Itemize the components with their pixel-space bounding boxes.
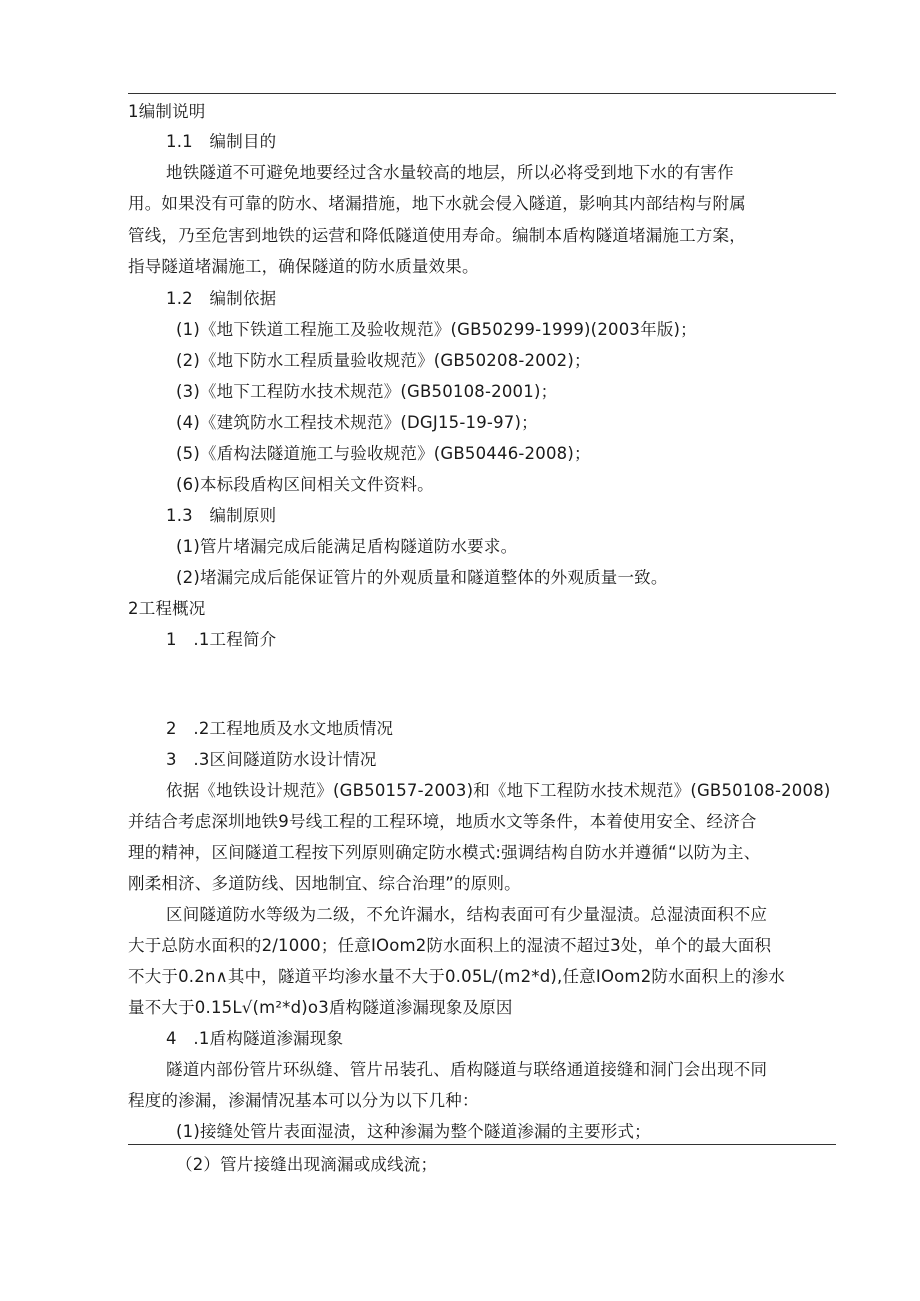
paragraph-line: 不大于0.2n∧其中，隧道平均渗水量不大于0.05L∕(m2*d),任意IOom2防水面积上的渗水 [128, 967, 785, 986]
list-item: （2）管片接缝出现滴漏或成线流； [176, 1155, 438, 1174]
header-rule [128, 93, 836, 94]
list-item: (6)本标段盾构区间相关文件资料。 [176, 475, 434, 494]
list-item: (1)接缝处管片表面湿渍，这种渗漏为整个隧道渗漏的主要形式； [176, 1122, 651, 1141]
list-item: (5)《盾构法隧道施工与验收规范》(GB50446-2008)； [176, 444, 591, 463]
page-break-rule [128, 1144, 836, 1145]
paragraph-line: 依据《地铁设计规范》(GB50157-2003)和《地下工程防水技术规范》(GB50108-2008) [166, 781, 831, 800]
paragraph-line: 区间隧道防水等级为二级，不允许漏水，结构表面可有少量湿渍。总湿渍面积不应 [166, 905, 768, 924]
paragraph-line: 管线，乃至危害到地铁的运营和降低隧道使用寿命。编制本盾构隧道堵漏施工方案， [128, 226, 746, 245]
section-heading: 2工程概况 [128, 599, 206, 618]
paragraph-line: 刚柔相济、多道防线、因地制宜、综合治理”的原则。 [128, 874, 521, 893]
list-item: (2)《地下防水工程质量验收规范》(GB50208-2002)； [176, 351, 591, 370]
subsection-heading: 1.3 编制原则 [166, 506, 277, 525]
subsection-heading: 4 .1盾构隧道渗漏现象 [166, 1029, 344, 1048]
subsection-heading: 1.1 编制目的 [166, 132, 277, 151]
list-item: (1)《地下铁道工程施工及验收规范》(GB50299-1999)(2003年版)； [176, 320, 697, 339]
paragraph-line: 并结合考虑深圳地铁9号线工程的工程环境，地质水文等条件，本着使用安全、经济合 [128, 812, 757, 831]
paragraph-line: 理的精神，区间隧道工程按下列原则确定防水模式:强调结构自防水并遵循“以防为主、 [128, 843, 761, 862]
subsection-heading: 1.2 编制依据 [166, 289, 277, 308]
paragraph-line: 隧道内部份管片环纵缝、管片吊装孔、盾构隧道与联络通道接缝和洞门会出现不同 [166, 1060, 768, 1079]
list-item: (4)《建筑防水工程技术规范》(DGJ15-19-97)； [176, 413, 538, 432]
list-item: (1)管片堵漏完成后能满足盾构隧道防水要求。 [176, 537, 518, 556]
subsection-heading: 1 .1工程简介 [166, 630, 277, 649]
paragraph-line: 用。如果没有可靠的防水、堵漏措施，地下水就会侵入隧道，影响其内部结构与附属 [128, 194, 746, 213]
subsection-heading: 3 .3区间隧道防水设计情况 [166, 750, 377, 769]
list-item: (3)《地下工程防水技术规范》(GB50108-2001)； [176, 382, 558, 401]
section-heading: 1编制说明 [128, 102, 206, 121]
paragraph-line: 量不大于0.15L√(m²*d)o3盾构隧道渗漏现象及原因 [128, 998, 513, 1017]
paragraph-line: 指导隧道堵漏施工，确保隧道的防水质量效果。 [128, 257, 479, 276]
subsection-heading: 2 .2工程地质及水文地质情况 [166, 719, 394, 738]
paragraph-line: 地铁隧道不可避免地要经过含水量较高的地层，所以必将受到地下水的有害作 [166, 163, 734, 182]
paragraph-line: 大于总防水面积的2/1000；任意IOom2防水面积上的湿渍不超过3处，单个的最大面积 [128, 936, 772, 955]
list-item: (2)堵漏完成后能保证管片的外观质量和隧道整体的外观质量一致。 [176, 568, 668, 587]
paragraph-line: 程度的渗漏，渗漏情况基本可以分为以下几种： [128, 1091, 479, 1110]
